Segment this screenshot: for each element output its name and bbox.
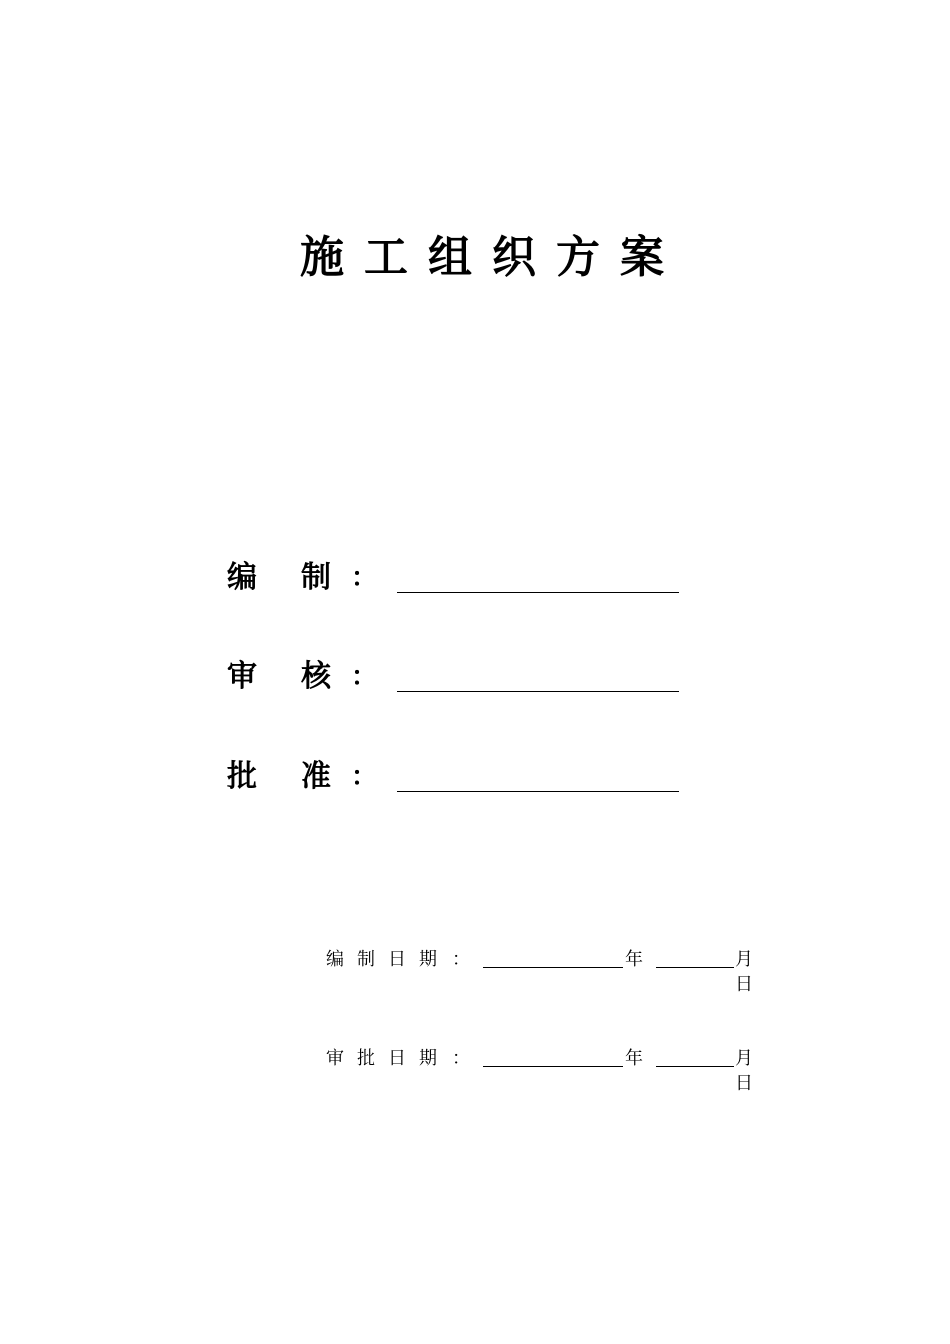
sign-row-compiler <box>225 556 685 600</box>
compile-month-field[interactable] <box>656 967 734 968</box>
day-unit: 日 <box>735 1073 753 1094</box>
sign-label-char: 批 <box>227 759 257 794</box>
compile-year-field[interactable] <box>483 967 623 968</box>
reviewer-signature-line[interactable] <box>397 691 679 692</box>
sign-label-colon: ： <box>351 563 378 593</box>
sign-row-approver <box>225 755 685 799</box>
approver-signature-line[interactable] <box>397 791 679 792</box>
day-unit: 日 <box>735 974 753 995</box>
month-unit: 月 <box>735 949 753 970</box>
month-unit: 月 <box>735 1048 753 1069</box>
approve-year-field[interactable] <box>483 1066 623 1067</box>
document-title: 施工组织方案 <box>300 232 684 283</box>
approve-month-field[interactable] <box>656 1066 734 1067</box>
sign-label-colon: ： <box>351 662 378 692</box>
compile-date-label: 编制日期 <box>326 949 450 970</box>
year-unit: 年 <box>625 1048 643 1069</box>
approve-date-label: 审批日期 <box>326 1048 450 1069</box>
compile-date-row <box>326 948 756 998</box>
sign-label-char: 核 <box>301 659 331 694</box>
date-colon: ： <box>452 1048 470 1069</box>
sign-label-char: 制 <box>301 560 331 595</box>
sign-label-char: 准 <box>301 759 331 794</box>
sign-row-reviewer <box>225 655 685 699</box>
sign-label-char: 编 <box>227 560 257 595</box>
sign-label-char: 审 <box>227 659 257 694</box>
compiler-signature-line[interactable] <box>397 592 679 593</box>
approve-date-row <box>326 1047 756 1097</box>
date-colon: ： <box>452 949 470 970</box>
year-unit: 年 <box>625 949 643 970</box>
sign-label-colon: ： <box>351 762 378 792</box>
